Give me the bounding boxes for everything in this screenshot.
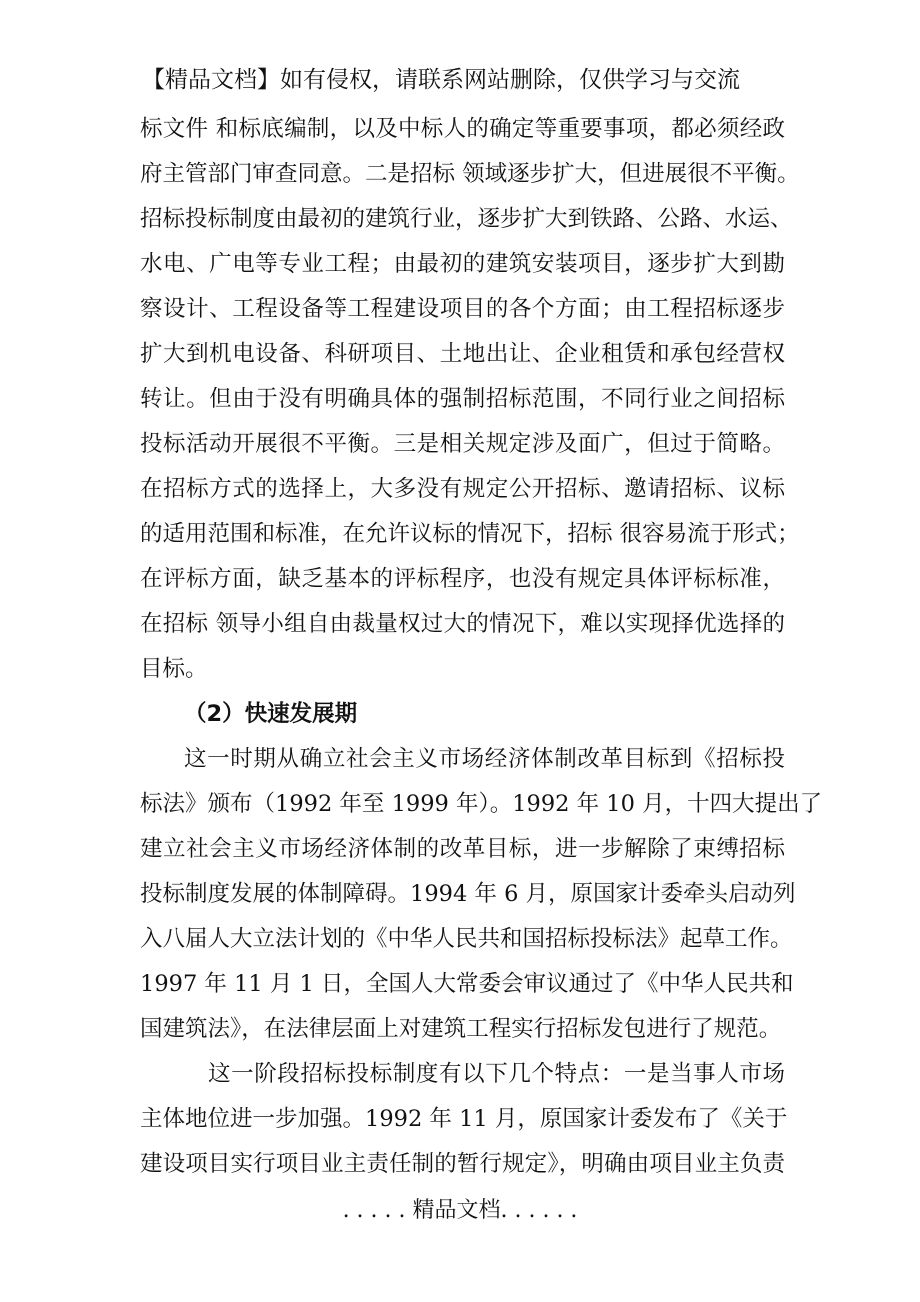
paragraph-line: 的适用范围和标准，在允许议标的情况下，招标 很容易流于形式； (140, 521, 800, 547)
paragraph-line: 这一阶段招标投标制度有以下几个特点：一是当事人市场 (208, 1061, 785, 1087)
document-footer: . . . . . 精品文档. . . . . . (342, 1198, 578, 1223)
paragraph-2 (140, 737, 823, 1052)
paragraph-line: 扩大到机电设备、科研项目、土地出让、企业租赁和承包经营权 (140, 341, 785, 367)
paragraph-line: 建立社会主义市场经济体制的改革目标，进一步解除了束缚招标 (140, 836, 785, 862)
paragraph-line: 主体地位进一步加强。1992 年 11 月，原国家计委发布了《关于 (140, 1106, 788, 1132)
section-heading: （2）快速发展期 (184, 701, 358, 727)
paragraph-line: 府主管部门审查同意。二是招标 领域逐步扩大，但进展很不平衡。 (140, 161, 800, 187)
paragraph-line: 投标制度发展的体制障碍。1994 年 6 月，原国家计委牵头启动列 (140, 881, 796, 907)
paragraph-line: 在招标 领导小组自由裁量权过大的情况下，难以实现择优选择的 (140, 611, 785, 637)
document-body (140, 107, 823, 1187)
paragraph-line: 招标投标制度由最初的建筑行业，逐步扩大到铁路、公路、水运、 (140, 206, 793, 232)
paragraph-line: 这一时期从确立社会主义市场经济体制改革目标到《招标投 (184, 746, 785, 772)
paragraph-line: 察设计、工程设备等工程建设项目的各个方面；由工程招标逐步 (140, 296, 785, 322)
document-header: 【精品文档】如有侵权，请联系网站删除，仅供学习与交流 (142, 67, 740, 93)
paragraph-line: 在招标方式的选择上，大多没有规定公开招标、邀请招标、议标 (140, 476, 785, 502)
paragraph-line: 标法》颁布（1992 年至 1999 年）。1992 年 10 月，十四大提出了 (140, 791, 823, 817)
paragraph-line: 转让。但由于没有明确具体的强制招标范围，不同行业之间招标 (140, 386, 785, 412)
paragraph-line: 水电、广电等专业工程；由最初的建筑安装项目，逐步扩大到勘 (140, 251, 785, 277)
paragraph-line: 目标。 (140, 656, 208, 682)
paragraph-line: 建设项目实行项目业主责任制的暂行规定》，明确由项目业主负责 (140, 1151, 785, 1177)
paragraph-line: 在评标方面，缺乏基本的评标程序，也没有规定具体评标标准， (140, 566, 785, 592)
paragraph-line: 投标活动开展很不平衡。三是相关规定涉及面广，但过于简略。 (140, 431, 785, 457)
paragraph-1 (140, 107, 800, 692)
paragraph-line: 1997 年 11 月 1 日，全国人大常委会审议通过了《中华人民共和 (140, 971, 794, 997)
paragraph-line: 入八届人大立法计划的《中华人民共和国招标投标法》起草工作。 (140, 926, 793, 952)
paragraph-3 (140, 1052, 788, 1187)
paragraph-line: 标文件 和标底编制，以及中标人的确定等重要事项，都必须经政 (140, 116, 785, 142)
paragraph-line: 国建筑法》，在法律层面上对建筑工程实行招标发包进行了规范。 (140, 1016, 782, 1042)
